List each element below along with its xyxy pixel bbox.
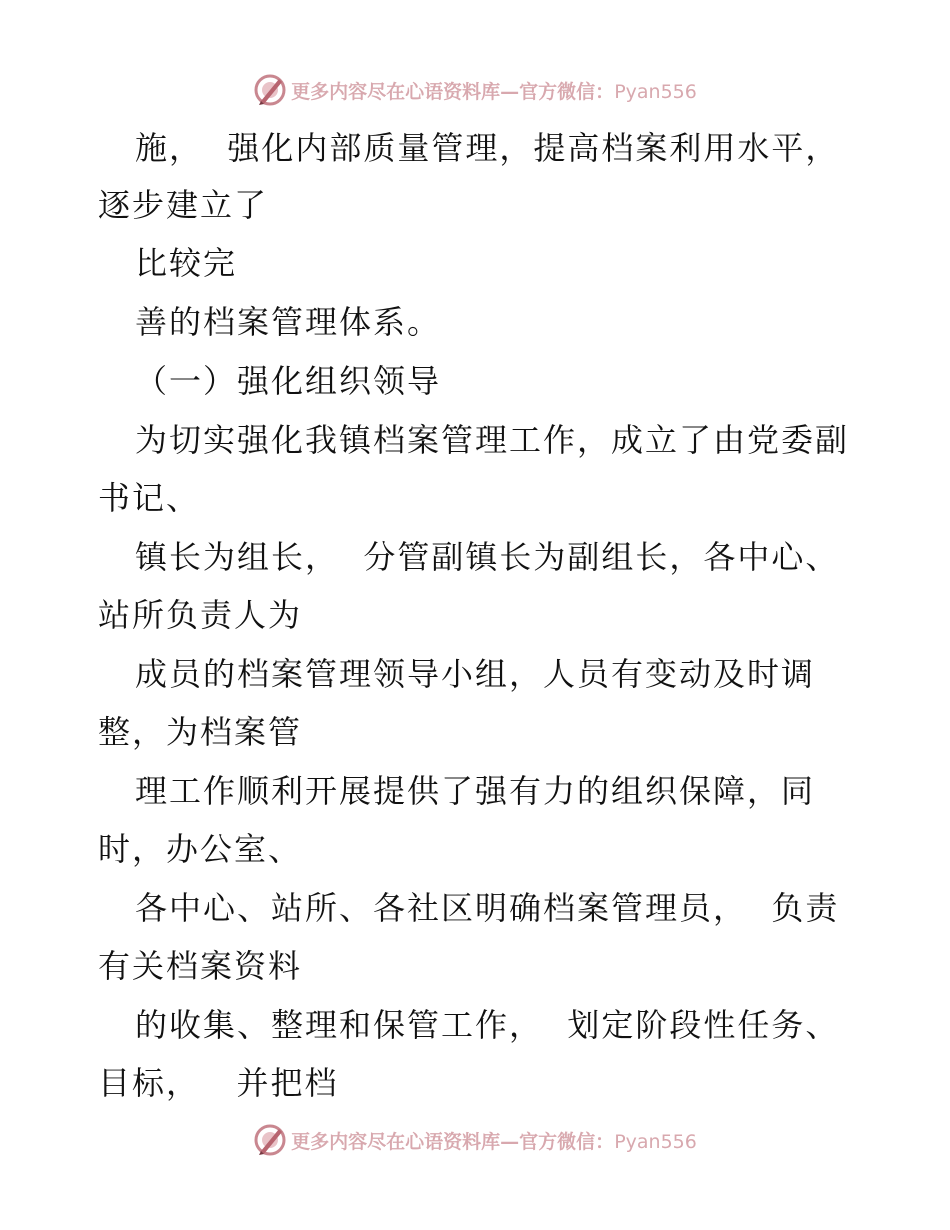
text-line: 站所负责人为 (98, 596, 303, 634)
watermark-dash: — (500, 80, 520, 103)
text-line: 整，为档案管 (98, 713, 303, 751)
watermark-site-name: 更多内容尽在心语资料库 (291, 80, 501, 103)
text-line: 的收集、整理和保管工作， 划定阶段性任务、 (135, 1006, 840, 1044)
section-heading: （一）强化组织领导 (135, 362, 442, 400)
footer-watermark (0, 1123, 950, 1157)
watermark-official-label: 官方微信： (519, 1130, 615, 1153)
header-watermark (0, 73, 950, 107)
watermark-wechat-id: Pyan556 (614, 1130, 697, 1153)
pen-circle-logo-icon (253, 73, 287, 107)
watermark-text (291, 1127, 697, 1154)
text-line: 比较完 (135, 244, 238, 282)
watermark-official-label: 官方微信： (519, 80, 615, 103)
text-line: 为切实强化我镇档案管理工作，成立了由党委副 (135, 421, 850, 459)
watermark-text (291, 77, 697, 104)
text-line: 镇长为组长， 分管副镇长为副组长，各中心、 (135, 538, 840, 576)
text-line: 目标， 并把档 (98, 1064, 339, 1102)
text-line: 理工作顺利开展提供了强有力的组织保障，同 (135, 772, 816, 810)
text-line: 时，办公室、 (98, 830, 303, 868)
pen-circle-logo-icon (253, 1123, 287, 1157)
watermark-site-name: 更多内容尽在心语资料库 (291, 1130, 501, 1153)
text-line: 逐步建立了 (98, 186, 269, 224)
text-line: 善的档案管理体系。 (135, 303, 442, 341)
text-line: 施， 强化内部质量管理，提高档案利用水平， (135, 129, 840, 167)
watermark-wechat-id: Pyan556 (614, 80, 697, 103)
watermark-dash: — (500, 1130, 520, 1153)
text-line: 有关档案资料 (98, 947, 303, 985)
text-line: 各中心、站所、各社区明确档案管理员， 负责 (135, 889, 840, 927)
text-line: 书记、 (98, 479, 201, 517)
text-line: 成员的档案管理领导小组，人员有变动及时调 (135, 655, 816, 693)
